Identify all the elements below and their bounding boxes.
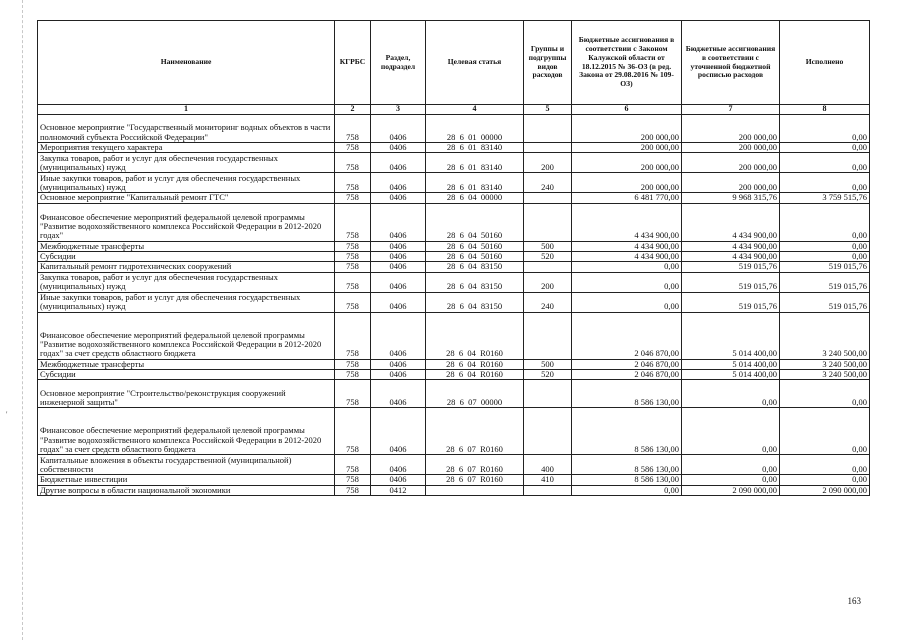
row-executed: 0,00: [780, 252, 870, 262]
row-section: 0406: [371, 252, 426, 262]
row-assign-refined: 0,00: [682, 455, 780, 475]
row-kgrbs: 758: [335, 241, 371, 251]
row-kgrbs: 758: [335, 272, 371, 292]
row-name: Мероприятия текущего характера: [38, 143, 335, 153]
row-name: Основное мероприятие "Капитальный ремонт ГТС": [38, 193, 335, 203]
row-group: 500: [524, 241, 572, 251]
row-group: 400: [524, 455, 572, 475]
colnum-6: 6: [572, 105, 682, 115]
row-assign-law: 4 434 900,00: [572, 203, 682, 241]
table-row: [38, 455, 870, 475]
row-assign-refined: 5 014 400,00: [682, 370, 780, 380]
table-row: [38, 312, 870, 359]
table-row: [38, 203, 870, 241]
row-kgrbs: 758: [335, 475, 371, 485]
row-name: Финансовое обеспечение мероприятий федеральной целевой программы "Развитие водохозяйственного комплекса Российской Федерации в 2012-2020 годах" за счет средств областного бюджета: [38, 408, 335, 455]
row-target: 28 6 04 83150: [426, 262, 524, 272]
header-section: Раздел, подраздел: [371, 21, 426, 105]
row-assign-law: 0,00: [572, 262, 682, 272]
colnum-5: 5: [524, 105, 572, 115]
table-row: [38, 193, 870, 203]
row-assign-refined: 200 000,00: [682, 153, 780, 173]
row-assign-refined: 0,00: [682, 408, 780, 455]
row-section: 0406: [371, 380, 426, 408]
row-section: 0406: [371, 203, 426, 241]
row-assign-refined: 4 434 900,00: [682, 203, 780, 241]
table-row: [38, 241, 870, 251]
row-group: 500: [524, 359, 572, 369]
row-target: 28 6 04 R0160: [426, 359, 524, 369]
row-target: 28 6 04 R0160: [426, 312, 524, 359]
row-executed: 3 759 515,76: [780, 193, 870, 203]
row-assign-refined: 519 015,76: [682, 272, 780, 292]
row-section: 0406: [371, 312, 426, 359]
row-name: Финансовое обеспечение мероприятий федеральной целевой программы "Развитие водохозяйственного комплекса Российской Федерации в 2012-2020 годах": [38, 203, 335, 241]
table-row: [38, 485, 870, 495]
row-kgrbs: 758: [335, 153, 371, 173]
page-number: 163: [847, 596, 861, 606]
row-target: [426, 485, 524, 495]
row-kgrbs: 758: [335, 292, 371, 312]
row-group: 240: [524, 292, 572, 312]
row-group: 200: [524, 272, 572, 292]
table-row: [38, 173, 870, 193]
row-section: 0406: [371, 262, 426, 272]
row-section: 0406: [371, 370, 426, 380]
colnum-7: 7: [682, 105, 780, 115]
row-assign-law: 2 046 870,00: [572, 359, 682, 369]
header-groups: Группы и подгруппы видов расходов: [524, 21, 572, 105]
row-name: Закупка товаров, работ и услуг для обеспечения государственных (муниципальных) нужд: [38, 153, 335, 173]
column-number-row: [38, 105, 870, 115]
row-section: 0406: [371, 241, 426, 251]
row-kgrbs: 758: [335, 203, 371, 241]
row-name: Субсидии: [38, 252, 335, 262]
row-section: 0406: [371, 272, 426, 292]
row-assign-law: 200 000,00: [572, 115, 682, 143]
row-group: 240: [524, 173, 572, 193]
row-assign-law: 4 434 900,00: [572, 252, 682, 262]
row-name: Иные закупки товаров, работ и услуг для обеспечения государственных (муниципальных) нужд: [38, 292, 335, 312]
row-assign-law: 8 586 130,00: [572, 408, 682, 455]
row-kgrbs: 758: [335, 312, 371, 359]
table-row: [38, 380, 870, 408]
row-executed: 0,00: [780, 475, 870, 485]
header-assign-refined: Бюджетные ассигнования в соответствии с уточненной бюджетной росписью расходов: [682, 21, 780, 105]
row-executed: 0,00: [780, 455, 870, 475]
row-group: 520: [524, 370, 572, 380]
table-header: [38, 21, 870, 115]
row-executed: 519 015,76: [780, 292, 870, 312]
colnum-4: 4: [426, 105, 524, 115]
scan-mark: ': [6, 410, 8, 419]
row-name: Межбюджетные трансферты: [38, 241, 335, 251]
row-target: 28 6 07 00000: [426, 380, 524, 408]
row-section: 0412: [371, 485, 426, 495]
row-target: 28 6 04 50160: [426, 241, 524, 251]
header-kgrbs: КГРБС: [335, 21, 371, 105]
row-group: [524, 485, 572, 495]
row-kgrbs: 758: [335, 143, 371, 153]
row-assign-law: 200 000,00: [572, 173, 682, 193]
row-assign-law: 200 000,00: [572, 153, 682, 173]
row-kgrbs: 758: [335, 173, 371, 193]
row-name: Закупка товаров, работ и услуг для обеспечения государственных (муниципальных) нужд: [38, 272, 335, 292]
row-name: Основное мероприятие "Государственный мониторинг водных объектов в части полномочий субъекта Российской Федерации": [38, 115, 335, 143]
row-target: 28 6 04 50160: [426, 252, 524, 262]
row-assign-law: 4 434 900,00: [572, 241, 682, 251]
row-kgrbs: 758: [335, 408, 371, 455]
row-name: Основное мероприятие "Строительство/реконструкция сооружений инженерной защиты": [38, 380, 335, 408]
table-row: [38, 272, 870, 292]
row-assign-refined: 0,00: [682, 380, 780, 408]
row-assign-law: 200 000,00: [572, 143, 682, 153]
row-executed: 0,00: [780, 115, 870, 143]
row-target: 28 6 04 83150: [426, 292, 524, 312]
row-name: Бюджетные инвестиции: [38, 475, 335, 485]
row-target: 28 6 07 R0160: [426, 455, 524, 475]
row-section: 0406: [371, 193, 426, 203]
row-executed: 3 240 500,00: [780, 359, 870, 369]
row-group: [524, 262, 572, 272]
row-name: Другие вопросы в области национальной экономики: [38, 485, 335, 495]
table-row: [38, 370, 870, 380]
row-executed: 0,00: [780, 173, 870, 193]
row-name: Финансовое обеспечение мероприятий федеральной целевой программы "Развитие водохозяйственного комплекса Российской Федерации в 2012-2020 годах" за счет средств областного бюджета: [38, 312, 335, 359]
row-name: Капитальный ремонт гидротехнических сооружений: [38, 262, 335, 272]
header-name: Наименование: [38, 21, 335, 105]
row-section: 0406: [371, 143, 426, 153]
row-section: 0406: [371, 408, 426, 455]
row-assign-law: 0,00: [572, 292, 682, 312]
row-executed: 0,00: [780, 408, 870, 455]
row-target: 28 6 01 83140: [426, 153, 524, 173]
row-target: 28 6 04 R0160: [426, 370, 524, 380]
row-executed: 519 015,76: [780, 272, 870, 292]
table-row: [38, 408, 870, 455]
row-assign-refined: 4 434 900,00: [682, 252, 780, 262]
row-assign-refined: 4 434 900,00: [682, 241, 780, 251]
colnum-2: 2: [335, 105, 371, 115]
row-group: [524, 115, 572, 143]
row-section: 0406: [371, 359, 426, 369]
row-executed: 3 240 500,00: [780, 370, 870, 380]
row-assign-law: 2 046 870,00: [572, 370, 682, 380]
row-kgrbs: 758: [335, 380, 371, 408]
row-kgrbs: 758: [335, 252, 371, 262]
colnum-8: 8: [780, 105, 870, 115]
row-assign-law: 0,00: [572, 272, 682, 292]
table-row: [38, 143, 870, 153]
row-target: 28 6 01 00000: [426, 115, 524, 143]
row-assign-refined: 200 000,00: [682, 115, 780, 143]
row-assign-refined: 2 090 000,00: [682, 485, 780, 495]
table-row: [38, 292, 870, 312]
table-row: [38, 475, 870, 485]
row-assign-refined: 519 015,76: [682, 262, 780, 272]
row-target: 28 6 01 83140: [426, 143, 524, 153]
row-group: [524, 193, 572, 203]
budget-table: [37, 20, 870, 496]
row-kgrbs: 758: [335, 193, 371, 203]
row-executed: 3 240 500,00: [780, 312, 870, 359]
row-group: [524, 203, 572, 241]
row-assign-law: 6 481 770,00: [572, 193, 682, 203]
row-group: 520: [524, 252, 572, 262]
row-assign-law: 0,00: [572, 485, 682, 495]
row-group: 200: [524, 153, 572, 173]
table-row: [38, 115, 870, 143]
row-section: 0406: [371, 173, 426, 193]
row-assign-refined: 5 014 400,00: [682, 312, 780, 359]
row-group: [524, 408, 572, 455]
row-kgrbs: 758: [335, 359, 371, 369]
row-kgrbs: 758: [335, 485, 371, 495]
row-assign-refined: 200 000,00: [682, 173, 780, 193]
row-group: [524, 143, 572, 153]
row-executed: 2 090 000,00: [780, 485, 870, 495]
row-target: 28 6 01 83140: [426, 173, 524, 193]
row-assign-refined: 5 014 400,00: [682, 359, 780, 369]
row-name: Субсидии: [38, 370, 335, 380]
row-assign-law: 8 586 130,00: [572, 455, 682, 475]
row-group: [524, 380, 572, 408]
colnum-3: 3: [371, 105, 426, 115]
row-target: 28 6 07 R0160: [426, 408, 524, 455]
row-name: Межбюджетные трансферты: [38, 359, 335, 369]
row-target: 28 6 07 R0160: [426, 475, 524, 485]
row-name: Иные закупки товаров, работ и услуг для обеспечения государственных (муниципальных) нужд: [38, 173, 335, 193]
row-executed: 0,00: [780, 241, 870, 251]
row-section: 0406: [371, 292, 426, 312]
header-assign-law: Бюджетные ассигнования в соответствии с Законом Калужской области от 18.12.2015 № 36-ОЗ (в ред. Закона от 29.08.2016 № 109-ОЗ): [572, 21, 682, 105]
table-row: [38, 262, 870, 272]
row-executed: 0,00: [780, 153, 870, 173]
table-row: [38, 252, 870, 262]
row-target: 28 6 04 83150: [426, 272, 524, 292]
row-assign-law: 2 046 870,00: [572, 312, 682, 359]
row-assign-law: 8 586 130,00: [572, 380, 682, 408]
row-executed: 0,00: [780, 380, 870, 408]
colnum-1: 1: [38, 105, 335, 115]
row-kgrbs: 758: [335, 455, 371, 475]
row-section: 0406: [371, 475, 426, 485]
header-target: Целевая статья: [426, 21, 524, 105]
row-kgrbs: 758: [335, 262, 371, 272]
row-kgrbs: 758: [335, 115, 371, 143]
row-section: 0406: [371, 455, 426, 475]
row-executed: 519 015,76: [780, 262, 870, 272]
row-assign-refined: 0,00: [682, 475, 780, 485]
row-name: Капитальные вложения в объекты государственной (муниципальной) собственности: [38, 455, 335, 475]
row-section: 0406: [371, 153, 426, 173]
row-target: 28 6 04 00000: [426, 193, 524, 203]
page-edge-guide: [22, 0, 24, 640]
row-executed: 0,00: [780, 203, 870, 241]
row-kgrbs: 758: [335, 370, 371, 380]
row-assign-refined: 519 015,76: [682, 292, 780, 312]
table-row: [38, 359, 870, 369]
header-executed: Исполнено: [780, 21, 870, 105]
row-executed: 0,00: [780, 143, 870, 153]
row-assign-refined: 9 968 315,76: [682, 193, 780, 203]
table-body: [38, 115, 870, 496]
row-assign-law: 8 586 130,00: [572, 475, 682, 485]
row-section: 0406: [371, 115, 426, 143]
row-target: 28 6 04 50160: [426, 203, 524, 241]
row-assign-refined: 200 000,00: [682, 143, 780, 153]
table-row: [38, 153, 870, 173]
row-group: [524, 312, 572, 359]
row-group: 410: [524, 475, 572, 485]
